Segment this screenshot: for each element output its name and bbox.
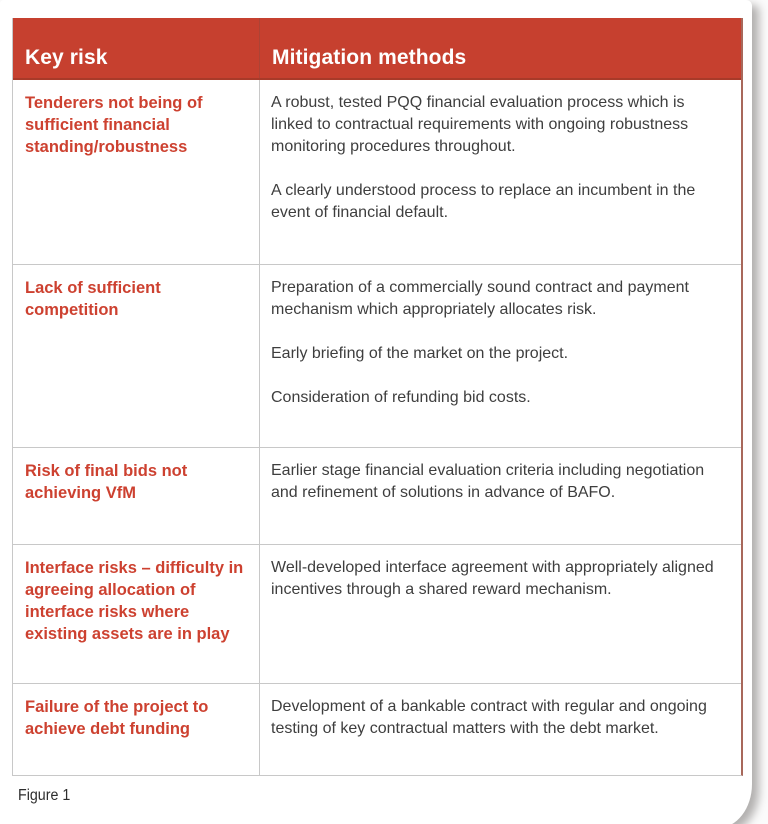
table-header-row: [13, 18, 741, 80]
mitigation-cell: [260, 448, 741, 544]
mitigation-paragraph: Earlier stage financial evaluation criteria including negotiation and refinement of solutions in advance of BAFO.: [271, 462, 705, 501]
figure-caption: Figure 1: [18, 787, 71, 804]
column-header-key-risk: Key risk: [13, 18, 260, 78]
table-row: [13, 448, 741, 545]
mitigation-cell: [260, 265, 741, 447]
table-row: [13, 265, 741, 448]
mitigation-paragraph: Consideration of refunding bid costs.: [271, 389, 531, 406]
column-header-mitigation-methods: Mitigation methods: [272, 46, 467, 69]
table-row: [13, 684, 741, 775]
mitigation-paragraph: Preparation of a commercially sound contract and payment mechanism which appropriately allocates risk.: [271, 279, 689, 318]
table-row: [13, 545, 741, 684]
risk-cell: Tenderers not being of sufficient financial standing/robustness: [13, 80, 260, 264]
mitigation-paragraph: A robust, tested PQQ financial evaluation process which is linked to contractual requirements with ongoing robustness monitoring procedures throughout.: [271, 94, 689, 155]
risk-cell: Risk of final bids not achieving VfM: [13, 448, 260, 544]
mitigation-cell: [260, 684, 741, 775]
risk-cell: Lack of sufficient competition: [13, 265, 260, 447]
mitigation-paragraph: Early briefing of the market on the project.: [271, 345, 569, 362]
mitigation-paragraph: Development of a bankable contract with regular and ongoing testing of key contractual matters with the debt market.: [271, 698, 707, 737]
risk-mitigation-table: [12, 18, 743, 776]
mitigation-paragraph: Well-developed interface agreement with appropriately aligned incentives through a shared reward mechanism.: [271, 559, 714, 598]
table-row: [13, 80, 741, 265]
mitigation-cell: [260, 545, 741, 683]
mitigation-paragraph: A clearly understood process to replace an incumbent in the event of financial default.: [271, 182, 696, 221]
mitigation-cell: [260, 80, 741, 264]
risk-cell: Interface risks – difficulty in agreeing allocation of interface risks where existing assets are in play: [13, 545, 260, 683]
risk-cell: Failure of the project to achieve debt funding: [13, 684, 260, 775]
